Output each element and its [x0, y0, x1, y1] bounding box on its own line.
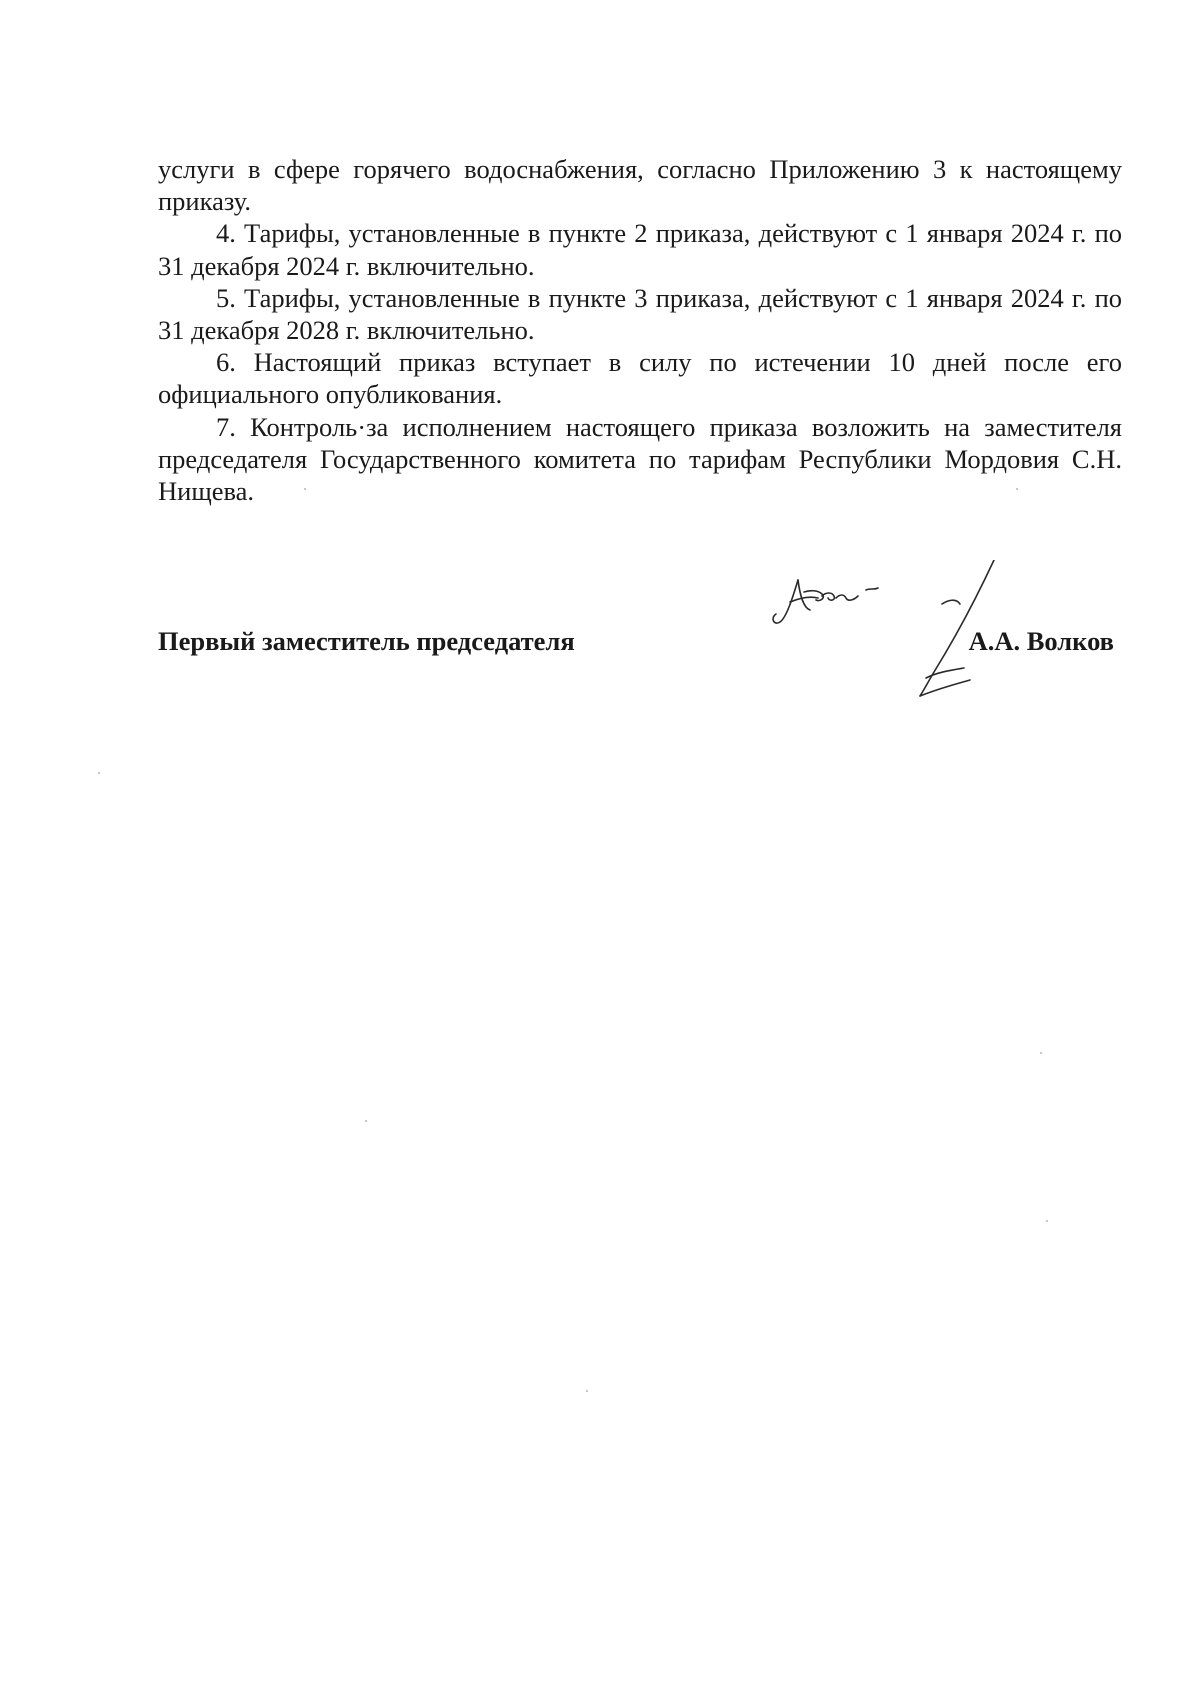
scan-speck	[1046, 1220, 1048, 1222]
signature-block	[158, 560, 1122, 720]
scan-speck	[304, 488, 306, 490]
scan-speck	[586, 1390, 588, 1392]
document-body	[158, 153, 1122, 507]
paragraph-item-4: 4. Тарифы, установленные в пункте 2 приказа, действуют с 1 января 2024 г. по 31 декабря 2024 г. включительно.	[158, 218, 1122, 281]
scan-speck	[98, 772, 100, 774]
paragraph-item-7: 7. Контроль·за исполнением настоящего приказа возложить на заместителя председателя Государственного комитета по тарифам Республики Мордовия С.Н. Нищева.	[158, 411, 1122, 507]
paragraph-item-6: 6. Настоящий приказ вступает в силу по истечении 10 дней после его официального опубликования.	[158, 347, 1122, 410]
signer-position: Первый заместитель председателя	[158, 626, 575, 656]
paragraph-continuation: услуги в сфере горячего водоснабжения, согласно Приложению 3 к настоящему приказу.	[158, 154, 1122, 217]
scan-speck	[1016, 488, 1018, 490]
signer-name: А.А. Волков	[968, 626, 1114, 656]
scan-speck	[365, 1120, 367, 1122]
scan-speck	[1040, 1052, 1042, 1054]
paragraph-item-5: 5. Тарифы, установленные в пункте 3 приказа, действуют с 1 января 2024 г. по 31 декабря 2028 г. включительно.	[158, 282, 1122, 346]
